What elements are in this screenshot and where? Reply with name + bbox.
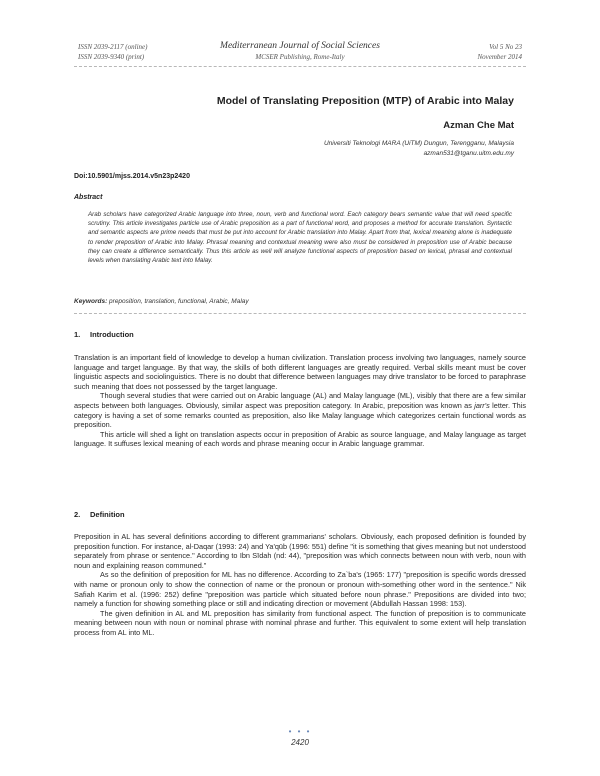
paragraph: The given definition in AL and ML preposition has similarity from functional aspect. The function of preposition is to communicate meaning between noun with noun or nominal phrase with nominal phrase and further. This equivalent to some extent will help translation process from AL into ML. [74,608,526,637]
section-number: 2. [74,510,81,519]
author-email: azman531@tganu.uitm.edu.my [423,150,514,157]
keywords-rule [74,313,526,314]
abstract-text: Arab scholars have categorized Arabic language into three, noun, verb and functional word. Each category bears semantic value that will need specific scrutiny. This article investigates particle use of Arabic preposition as a part of functional word, and proposes a method for accurate translation. Syntactic and semantic aspects are prime needs that must be put into account for Arabic translation into Malay. Apart from that, lexical meaning alone is inadequate to render preposition of Arabic into Malay. Phrasal meaning and contextual meaning were also must be considered in preposition use of Arabic because they can create a difference semantically. Thus this article as well will analyze functional aspects of preposition based on lexical, phrasal and contextual levels when translating Arabic text into Malay. [88,211,512,265]
paragraph: Translation is an important field of knowledge to develop a human civilization. Translation process involving two languages, namely source language and target language. By that way, the skills of both different languages are greatly required. Verbal skills meant must be cover linguistic aspects and sociolinguistics. There is no doubt that difference between languages may drive translator to be forced to paraphrase such meaning that does not possessed by the target language. [74,353,526,391]
paper-title: Model of Translating Preposition (MTP) of Arabic into Malay [216,95,514,107]
section-number: 1. [74,330,81,339]
keywords-text: preposition, translation, functional, Arabic, Malay [107,298,249,305]
journal-name: Mediterranean Journal of Social Sciences [220,41,380,51]
author-name: Azman Che Mat [443,120,514,131]
affiliation-line: Universiti Teknologi MARA (UiTM) Dungun, Terengganu, Malaysia [323,140,514,147]
term-jarr: jarr's [474,400,490,410]
header-rule [74,66,526,67]
paragraph: This article will shed a light on translation aspects occur in preposition of Arabic as source language, and Malay language as target language. It suffuses lexical meaning of each words and phrase meaning occur in Arabic language grammar. [74,429,526,449]
section-title: Introduction [90,330,134,339]
section-introduction-body [74,353,526,449]
section-title: Definition [90,510,125,519]
publisher: MCSER Publishing, Rome-Italy [255,53,345,61]
doi: Doi:10.5901/mjss.2014.v5n23p2420 [74,173,190,180]
section-definition-heading [74,510,125,519]
paragraph: As so the definition of preposition for ML has no difference. According to Za`ba's (1965: 177) "preposition is specific words dressed with name or pronoun only to show the connection of name or the pronoun or pronoun with-something other word in the sentence." Nik Safiah Karim et al. (1996: 252) define "preposition was particle which situated before noun phrase." Prepositions are divided into two; namely a function for showing something place or still and indicating direction or movement (Abdullah Hassan 1998: 153). [74,570,526,609]
page-number: 2420 [291,738,309,747]
volume: Vol 5 No 23 [489,43,522,51]
paragraph: Though several studies that were carried out on Arabic language (AL) and Malay language (ML), visibly that there are a few similar aspects between both languages. Obviously, similar aspect was preposition category. In Arabic, preposition was known as jarr's letter. This category is having a set of some remarks counted as preposition, also like Malay language which categorizes certain functional words as preposition. [74,391,526,430]
footer-dots: • • • [288,727,312,736]
keywords-label: Keywords: [74,298,108,305]
affiliation [74,139,514,159]
issue-date: November 2014 [477,53,522,61]
abstract-heading: Abstract [74,194,103,201]
issn-print: ISSN 2039-9340 (print) [78,53,145,61]
issn-online: ISSN 2039-2117 (online) [78,43,148,51]
section-introduction-heading [74,330,134,339]
volume-block [477,42,522,62]
section-definition-body [74,532,526,638]
keywords [74,298,249,305]
paragraph: Preposition in AL has several definitions according to different grammarians' scholars. Obviously, each proposed definition is founded by preposition function. For instance, al-Daqar (1993: 24) and Ya'qūb (1996: 551) define "it is something that gives meaning but not understood separately from phrase or sentence." According to Ibn Sīdah (nd: 44), "preposition was which connects between noun with verb, noun with noun and explaining reason communed." [74,532,526,570]
